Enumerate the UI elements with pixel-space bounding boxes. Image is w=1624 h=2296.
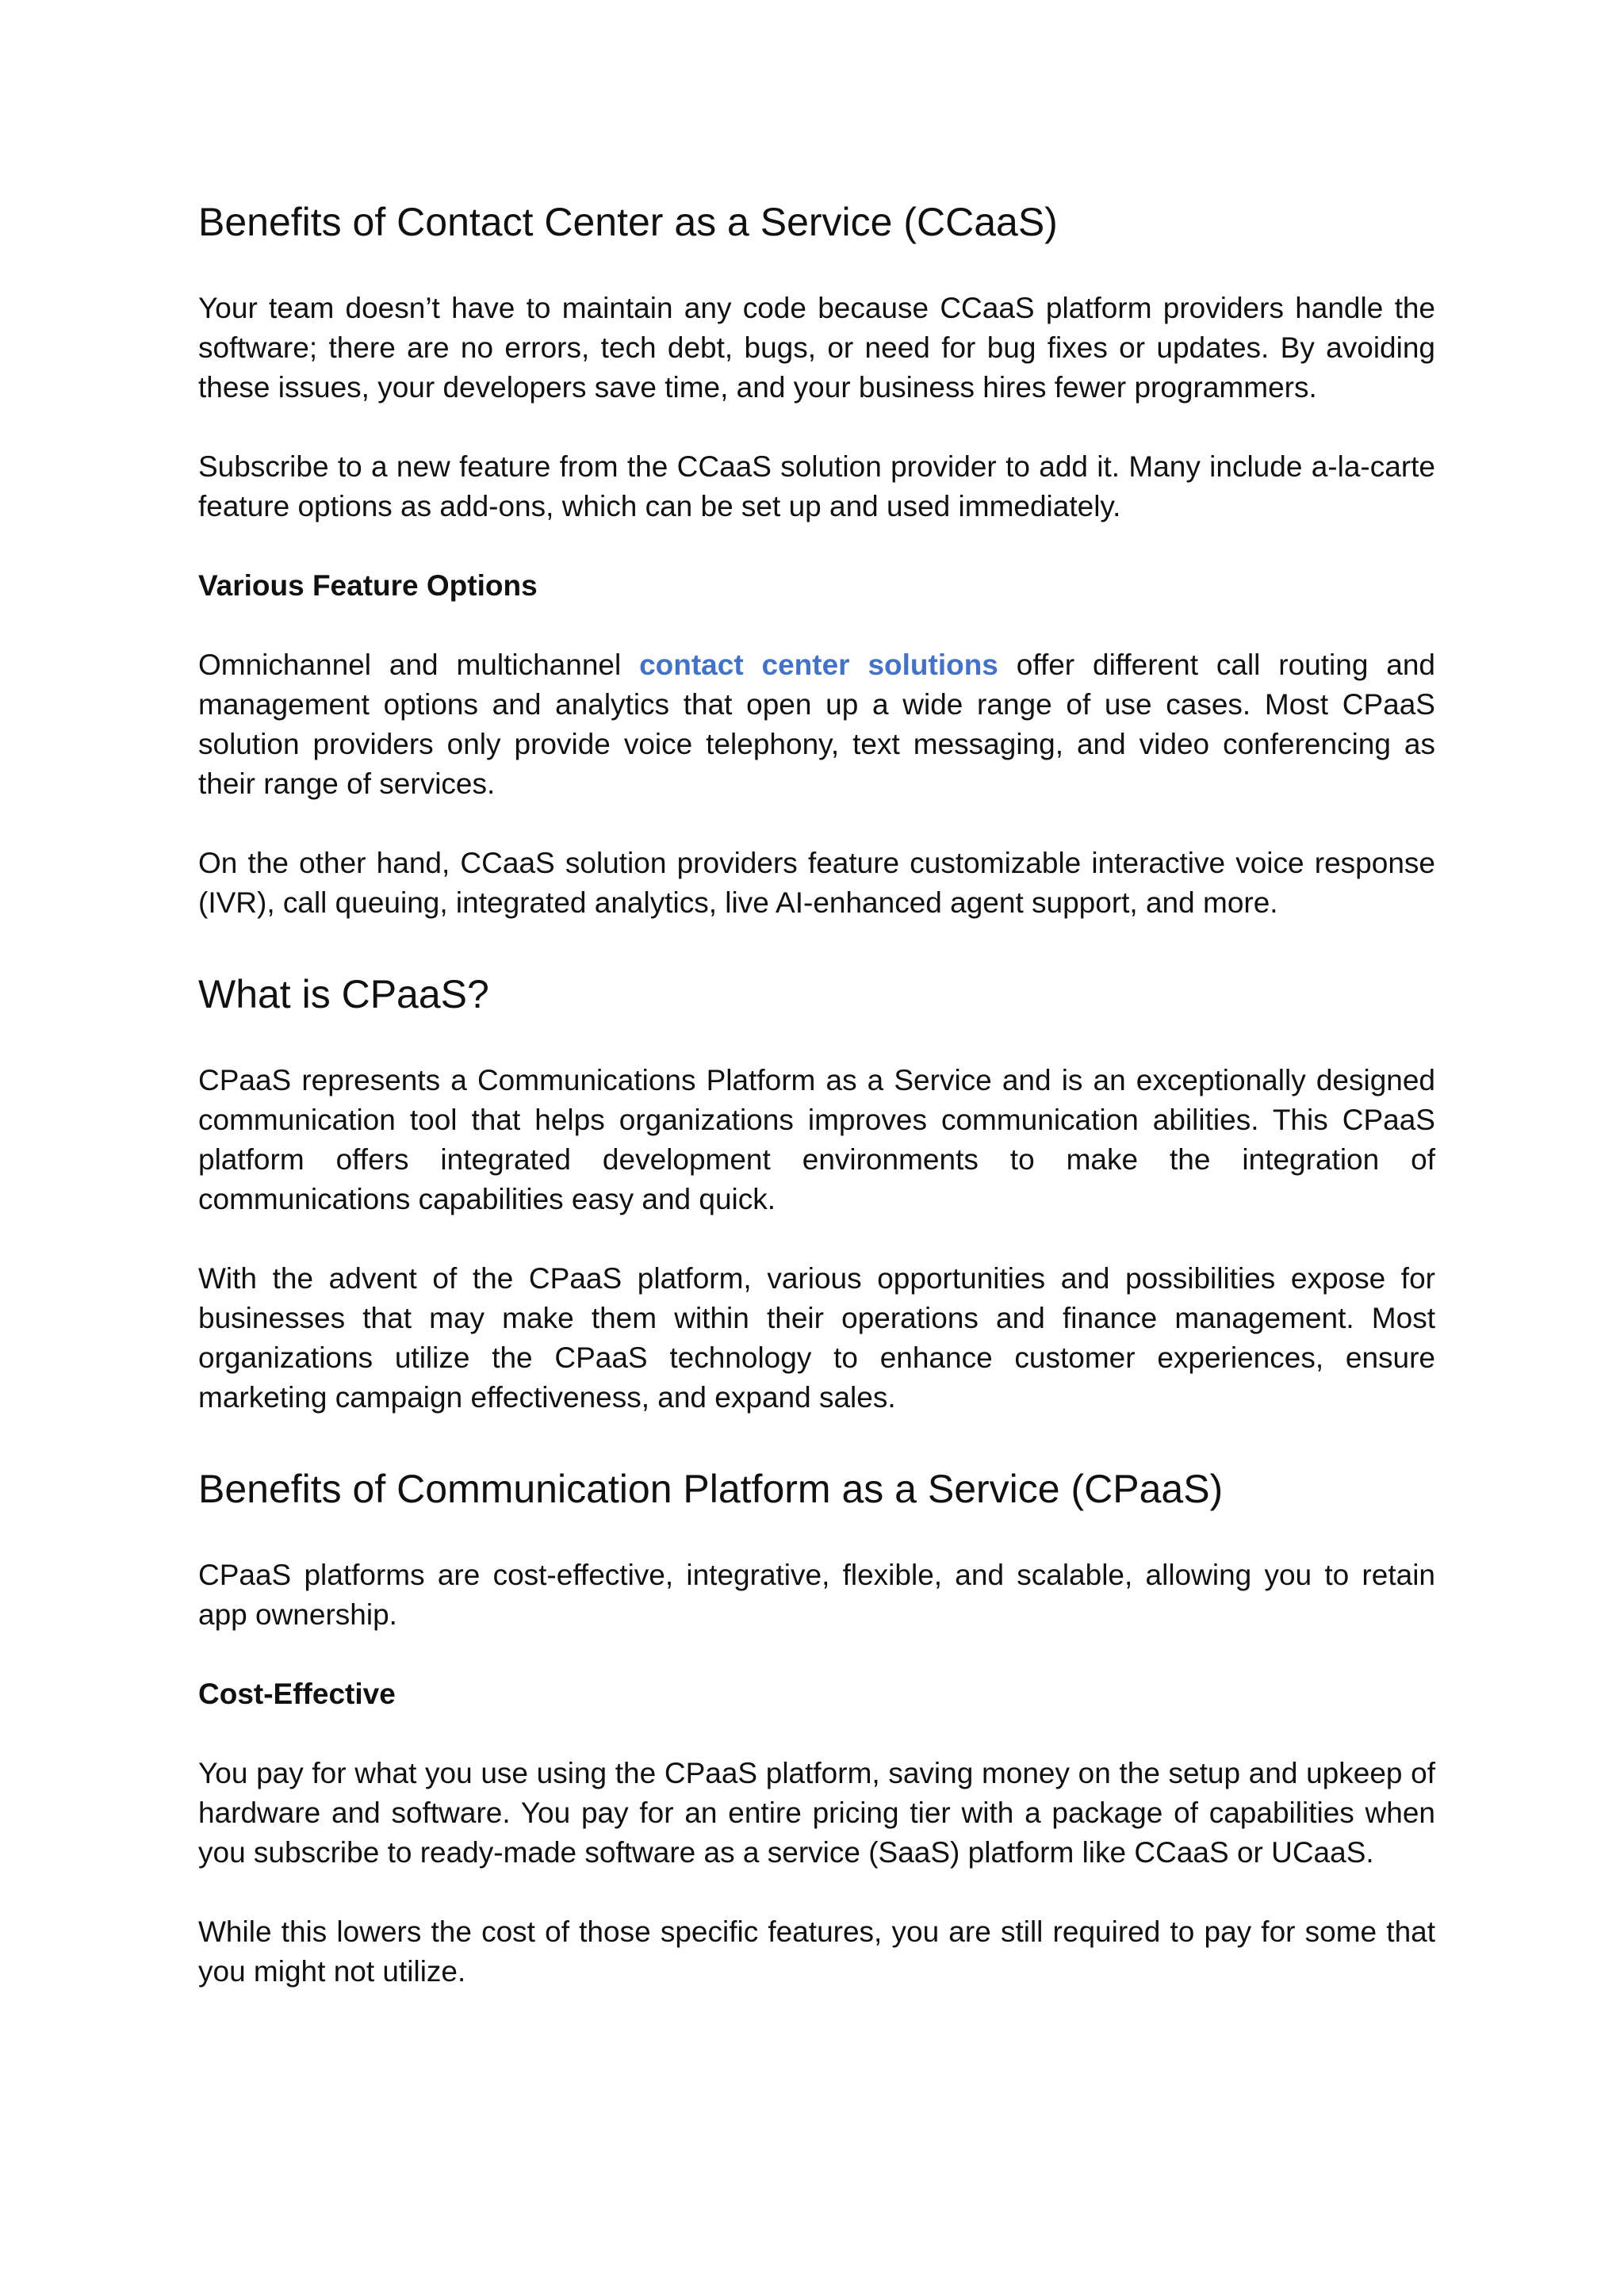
document-page <box>198 198 1435 1992</box>
heading-cpaas-benefits: Benefits of Communication Platform as a Service (CPaaS) <box>198 1467 1224 1511</box>
contact-center-solutions-link[interactable]: contact center solutions <box>639 649 998 681</box>
paragraph-ccaas-maintenance: Your team doesn’t have to maintain any code because CCaaS platform providers handle the software; there are no errors, tech debt, bugs, or need for bug fixes or updates. By avoiding these issues, your developers save time, and your business hires fewer programmers. <box>198 292 1435 404</box>
paragraph-ccaas-features: On the other hand, CCaaS solution providers feature customizable interactive voice response (IVR), call queuing, integrated analytics, live AI-enhanced agent support, and more. <box>198 847 1435 919</box>
paragraph-cpaas-overview: CPaaS platforms are cost-effective, integrative, flexible, and scalable, allowing you to retain app ownership. <box>198 1559 1435 1631</box>
heading-what-is-cpaas: What is CPaaS? <box>198 972 489 1016</box>
subheading-various-feature-options: Various Feature Options <box>198 569 538 602</box>
paragraph-cpaas-pay: You pay for what you use using the CPaaS platform, saving money on the setup and upkeep of hardware and software. You pay for an entire pricing tier with a package of capabilities when you subscribe to ready-made software as a service (SaaS) platform like CCaaS or UCaaS. <box>198 1757 1435 1869</box>
subheading-cost-effective: Cost-Effective <box>198 1678 396 1710</box>
paragraph-cpaas-advent: With the advent of the CPaaS platform, various opportunities and possibilities expose for businesses that may make them within their operations and finance management. Most organizations utilize the CPaaS technology to enhance customer experiences, ensure marketing campaign effectiveness, and expand sales. <box>198 1262 1435 1414</box>
paragraph-cpaas-cost: While this lowers the cost of those specific features, you are still required to pay for some that you might not utilize. <box>198 1915 1435 1988</box>
paragraph-cpaas-definition: CPaaS represents a Communications Platform as a Service and is an exceptionally designed communication tool that helps organizations improves communication abilities. This CPaaS platform offers integrated development environments to make the integration of communications capabilities easy and quick. <box>198 1064 1435 1215</box>
paragraph-omnichannel-text-start: Omnichannel and multichannel <box>198 649 640 681</box>
paragraph-ccaas-subscribe: Subscribe to a new feature from the CCaaS solution provider to add it. Many include a-la-carte feature options as add-ons, which can be set up and used immediately. <box>198 450 1435 522</box>
paragraph-omnichannel <box>198 645 1435 804</box>
paragraph-omnichannel-text-end: offer different call routing and management options and analytics that open up a wide range of use cases. Most CPaaS solution providers only provide voice telephony, text messaging, and video conferencing as their range of services. <box>198 649 1435 800</box>
heading-ccaas-benefits: Benefits of Contact Center as a Service (CCaaS) <box>198 200 1058 244</box>
